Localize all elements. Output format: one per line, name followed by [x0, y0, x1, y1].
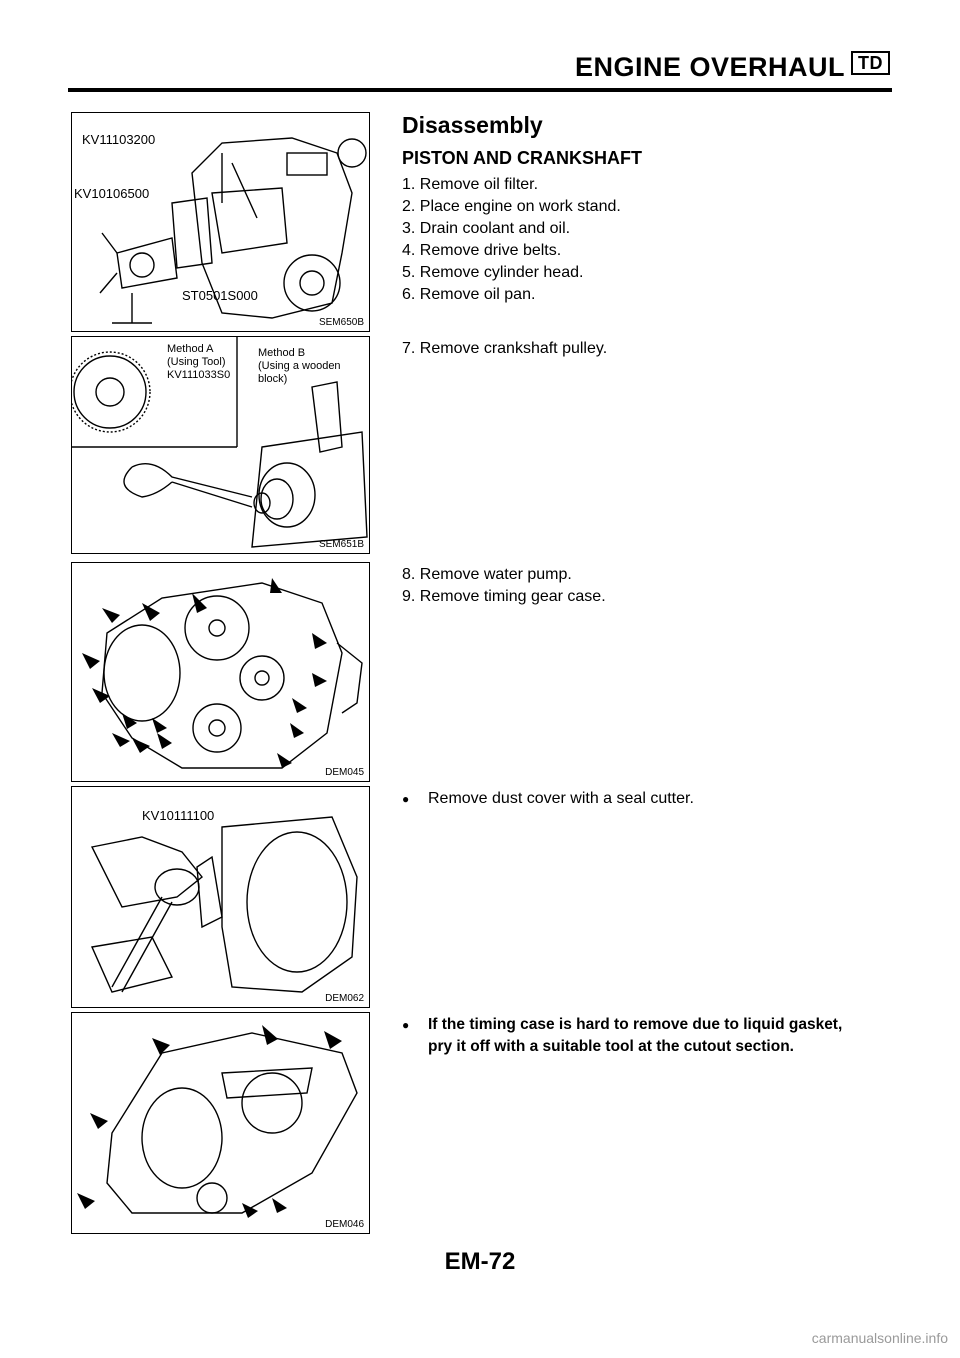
steps-group-3 — [402, 564, 606, 608]
figure-code: SEM650B — [318, 317, 364, 328]
tool-label: KV11103200 — [82, 132, 156, 147]
figure-timing-case-cutout — [71, 1012, 370, 1234]
step-item: 6. Remove oil pan. — [402, 286, 536, 303]
step-item: 7. Remove crankshaft pulley. — [402, 340, 608, 357]
step-item: 2. Place engine on work stand. — [402, 198, 621, 215]
watermark: carmanualsonline.info — [811, 1330, 948, 1346]
figure-engine-stand — [71, 112, 370, 332]
subsection-title: PISTON AND CRANKSHAFT — [402, 148, 643, 168]
figure-code: DEM045 — [325, 767, 364, 778]
bullet-dot-icon: ● — [402, 1018, 410, 1032]
arrow-markers — [82, 578, 327, 768]
bullet-liquid-gasket-caution — [402, 1014, 902, 1058]
figure-crankshaft-pulley — [71, 336, 370, 554]
timing-gear-case-illustration — [72, 563, 369, 781]
bullet-dust-cover — [402, 788, 902, 810]
seal-cutter-illustration — [72, 787, 369, 1007]
steps-group-2 — [402, 338, 607, 360]
step-item: 8. Remove water pump. — [402, 566, 572, 583]
header-rule — [68, 88, 892, 92]
arrow-markers — [77, 1025, 342, 1218]
step-item: 9. Remove timing gear case. — [402, 588, 606, 605]
tool-label: ST0501S000 — [182, 288, 258, 303]
method-a-label: Method A (Using Tool) KV111033S0 — [167, 343, 231, 381]
figure-seal-cutter — [71, 786, 370, 1008]
step-item: 4. Remove drive belts. — [402, 242, 562, 259]
figure-timing-gear-case — [71, 562, 370, 782]
header-title: ENGINE OVERHAUL — [574, 52, 845, 82]
bullet-dot-icon: ● — [402, 792, 410, 806]
step-item: 1. Remove oil filter. — [402, 176, 539, 193]
method-b-label: Method B (Using a wooden block) — [258, 347, 341, 385]
page-header — [430, 52, 890, 83]
step-item: 3. Drain coolant and oil. — [402, 220, 571, 237]
step-item: 5. Remove cylinder head. — [402, 264, 584, 281]
figure-code: DEM046 — [325, 1219, 364, 1230]
page-number: EM-72 — [444, 1248, 516, 1275]
section-title: Disassembly — [402, 112, 543, 138]
steps-group-1 — [402, 174, 621, 306]
figure-code: SEM651B — [318, 539, 364, 550]
figure-code: DEM062 — [325, 993, 364, 1004]
engine-code-badge: TD — [851, 51, 890, 75]
bullet-text: If the timing case is hard to remove due to liquid gasket, pry it off with a suitable tool at the cutout section. — [428, 1016, 843, 1055]
tool-label: KV10111100 — [142, 808, 215, 823]
tool-label: KV10106500 — [74, 186, 150, 201]
timing-case-cutout-illustration — [72, 1013, 369, 1233]
bullet-text: Remove dust cover with a seal cutter. — [428, 790, 694, 807]
